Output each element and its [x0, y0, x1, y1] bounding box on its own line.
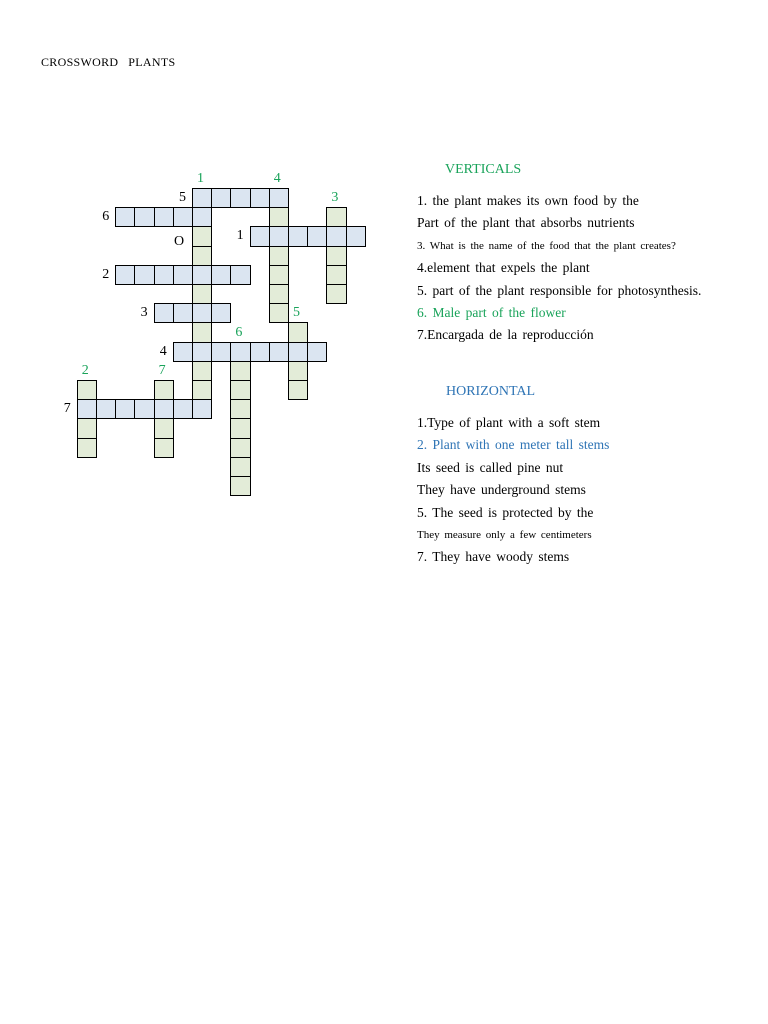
clue-item: 4.element that expels the plant: [417, 260, 590, 276]
crossword-cell[interactable]: [134, 399, 154, 419]
crossword-cell[interactable]: [307, 226, 327, 246]
horizontal-number: 1: [236, 228, 244, 244]
crossword-cell[interactable]: [346, 226, 366, 246]
crossword-cell[interactable]: [115, 265, 135, 285]
crossword-cell[interactable]: [154, 438, 174, 458]
horizontal-number: 3: [140, 305, 148, 321]
clue-item: 5. part of the plant responsible for photosynthesis.: [417, 282, 702, 298]
crossword-cell[interactable]: [230, 361, 250, 381]
clue-item: They measure only a few centimeters: [417, 529, 592, 541]
clue-item: 6. Male part of the flower: [417, 305, 566, 320]
crossword-cell[interactable]: [211, 342, 231, 362]
vertical-number: 7: [158, 363, 166, 378]
page-title: CROSSWORD PLANTS: [41, 55, 176, 69]
crossword-cell[interactable]: [192, 380, 212, 400]
vertical-number: 6: [235, 324, 243, 340]
crossword-cell[interactable]: [154, 207, 174, 227]
crossword-cell[interactable]: [288, 226, 308, 246]
crossword-cell[interactable]: [269, 226, 289, 246]
crossword-cell[interactable]: [192, 361, 212, 381]
crossword-cell[interactable]: [134, 265, 154, 285]
crossword-cell[interactable]: [134, 207, 154, 227]
vertical-number: 1: [197, 171, 204, 186]
crossword-cell[interactable]: [192, 226, 212, 246]
crossword-cell[interactable]: [192, 265, 212, 285]
crossword-cell[interactable]: [230, 457, 250, 477]
crossword-cell[interactable]: [230, 438, 250, 458]
clue-item: 3. What is the name of the food that the plant creates?: [417, 239, 676, 252]
crossword-cell[interactable]: [250, 342, 270, 362]
crossword-cell[interactable]: [269, 342, 289, 362]
crossword-cell[interactable]: [269, 246, 289, 266]
crossword-cell[interactable]: [288, 380, 308, 400]
crossword-cell[interactable]: [173, 342, 193, 362]
crossword-cell[interactable]: [211, 265, 231, 285]
horizontal-number: 6: [102, 209, 110, 225]
crossword-cell[interactable]: [154, 418, 174, 438]
crossword-cell[interactable]: [211, 188, 231, 208]
horizontal-number: 7: [63, 401, 71, 417]
crossword-cell[interactable]: [192, 246, 212, 266]
crossword-cell[interactable]: [230, 418, 250, 438]
crossword-cell[interactable]: [326, 246, 346, 266]
crossword-cell[interactable]: [154, 380, 174, 400]
clue-item: 7. They have woody stems: [417, 549, 570, 565]
crossword-cell[interactable]: [269, 303, 289, 323]
crossword-cell[interactable]: [288, 322, 308, 342]
clue-item: 2. Plant with one meter tall stems: [417, 437, 610, 453]
crossword-cell[interactable]: [154, 303, 174, 323]
clue-item: Part of the plant that absorbs nutrients: [417, 215, 635, 231]
vertical-number: 3: [331, 190, 339, 206]
crossword-cell[interactable]: [77, 418, 97, 438]
crossword-cell[interactable]: [115, 207, 135, 227]
verticals-heading: VERTICALS: [445, 162, 522, 177]
crossword-cell[interactable]: [230, 265, 250, 285]
horizontal-number: 5: [179, 190, 186, 205]
crossword-cell[interactable]: [230, 399, 250, 419]
crossword-cell[interactable]: [192, 284, 212, 304]
crossword-cell[interactable]: [250, 226, 270, 246]
crossword-cell[interactable]: [288, 342, 308, 362]
crossword-cell[interactable]: [250, 188, 270, 208]
crossword-cell[interactable]: [173, 399, 193, 419]
crossword-cell[interactable]: [192, 188, 212, 208]
vertical-number: 4: [273, 171, 281, 186]
clue-item: 1. the plant makes its own food by the: [417, 193, 639, 208]
horizontal-heading: HORIZONTAL: [446, 384, 536, 399]
crossword-cell[interactable]: [269, 265, 289, 285]
crossword-cell[interactable]: [77, 438, 97, 458]
clue-item: 5. The seed is protected by the: [417, 504, 594, 520]
crossword-cell[interactable]: [230, 476, 250, 496]
crossword-grid: [0, 0, 400, 560]
crossword-cell[interactable]: [326, 226, 346, 246]
crossword-cell[interactable]: [192, 207, 212, 227]
crossword-cell[interactable]: [307, 342, 327, 362]
clue-item: 1.Type of plant with a soft stem: [417, 415, 601, 430]
crossword-cell[interactable]: [192, 303, 212, 323]
clue-item: They have underground stems: [417, 482, 586, 498]
horizontal-number: 4: [159, 343, 167, 359]
crossword-cell[interactable]: [230, 342, 250, 362]
vertical-number: 5: [293, 305, 300, 321]
crossword-cell[interactable]: [77, 380, 97, 400]
crossword-cell[interactable]: [77, 399, 97, 419]
crossword-cell[interactable]: [173, 207, 193, 227]
crossword-cell[interactable]: [192, 342, 212, 362]
clue-item: 7.Encargada de la reproducción: [417, 327, 594, 343]
crossword-cell[interactable]: [192, 322, 212, 342]
clue-item: Its seed is called pine nut: [417, 459, 564, 475]
crossword-cell[interactable]: [192, 399, 212, 419]
crossword-cell[interactable]: [173, 303, 193, 323]
crossword-cell[interactable]: [96, 399, 116, 419]
crossword-cell[interactable]: [326, 284, 346, 304]
crossword-cell[interactable]: [269, 207, 289, 227]
crossword-cell[interactable]: [230, 188, 250, 208]
crossword-cell[interactable]: [173, 265, 193, 285]
crossword-cell[interactable]: [326, 265, 346, 285]
stray-letter: O: [174, 234, 185, 249]
crossword-cell[interactable]: [269, 284, 289, 304]
horizontal-number: 2: [102, 266, 110, 282]
vertical-number: 2: [81, 363, 89, 378]
crossword-cell[interactable]: [269, 188, 289, 208]
crossword-cell[interactable]: [230, 380, 250, 400]
crossword-cell[interactable]: [326, 207, 346, 227]
crossword-cell[interactable]: [115, 399, 135, 419]
crossword-cell[interactable]: [211, 303, 231, 323]
crossword-cell[interactable]: [154, 265, 174, 285]
crossword-cell[interactable]: [288, 361, 308, 381]
crossword-cell[interactable]: [154, 399, 174, 419]
